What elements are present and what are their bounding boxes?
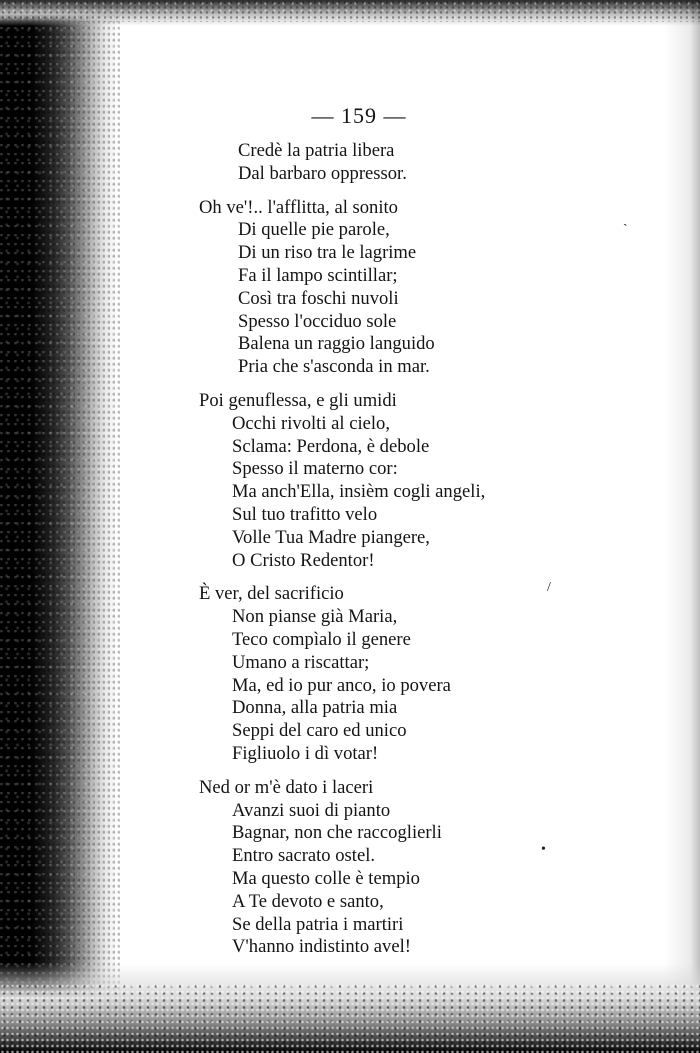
stanza xyxy=(199,583,629,765)
verse-line: V'hanno indistinto avel! xyxy=(232,936,411,958)
verse-line: A Te devoto e santo, xyxy=(232,890,384,912)
verse-line: Ma questo colle è tempio xyxy=(232,867,420,889)
verse-line: Volle Tua Madre piangere, xyxy=(232,526,430,548)
verse-line: Seppi del caro ed unico xyxy=(232,720,407,742)
verse-line: Così tra foschi nuvoli xyxy=(238,287,399,309)
stanza xyxy=(199,140,629,186)
verse-line: Sul tuo trafitto velo xyxy=(232,503,378,525)
verse-line: Di quelle pie parole, xyxy=(238,219,390,241)
verse-line: Avanzi suoi di pianto xyxy=(232,799,391,821)
verse-line: Ma anch'Ella, insièm cogli angeli, xyxy=(232,481,486,503)
verse-line: Spesso l'occiduo sole xyxy=(238,310,397,332)
verse-line: Ma, ed io pur anco, io povera xyxy=(232,674,451,696)
verse-line: Dal barbaro oppressor. xyxy=(238,162,407,184)
scan-speck: • xyxy=(541,842,546,857)
stanza xyxy=(199,390,629,572)
verse-line: Balena un raggio languido xyxy=(238,333,435,355)
bottom-edge-noise xyxy=(0,983,700,1053)
verse-line-first: Oh ve'!.. l'afflitta, al sonito xyxy=(199,196,398,218)
verse-line-first: Poi genuflessa, e gli umidi xyxy=(199,389,397,411)
verse-line-first: È ver, del sacrificio xyxy=(199,583,344,605)
page-number: — 159 — xyxy=(311,103,407,128)
verse-line: O Cristo Redentor! xyxy=(232,549,375,571)
verse-line: Donna, alla patria mia xyxy=(232,697,398,719)
verse-line: Se della patria i martiri xyxy=(232,913,404,935)
right-edge-shadow xyxy=(664,0,700,1053)
verse-line: Spesso il materno cor: xyxy=(232,458,398,480)
verse-line: Credè la patria libera xyxy=(238,140,395,161)
verse-line: Non pianse già Maria, xyxy=(232,606,398,628)
verse-line: Fa il lampo scintillar; xyxy=(238,264,398,286)
stanza xyxy=(199,197,629,379)
verse-line: Umano a riscattar; xyxy=(232,651,370,673)
scan-speck: ˏ xyxy=(623,212,628,227)
verse-line: Di un riso tra le lagrime xyxy=(238,242,417,264)
scan-speck: / xyxy=(547,580,551,595)
verse-line: Occhi rivolti al cielo, xyxy=(232,412,390,434)
verse-line: Figliuolo i dì votar! xyxy=(232,742,379,764)
verse-line-first: Ned or m'è dato i laceri xyxy=(199,776,374,798)
verse-line: Entro sacrato ostel. xyxy=(232,845,376,867)
spine-speckle xyxy=(0,0,120,1053)
verse-line: Sclama: Perdona, è debole xyxy=(232,435,430,457)
stanza xyxy=(199,777,629,959)
verse-line: Pria che s'asconda in mar. xyxy=(238,356,430,378)
poem-body xyxy=(199,140,629,959)
verse-line: Bagnar, non che raccoglierli xyxy=(232,822,442,844)
top-edge-noise xyxy=(0,0,700,22)
verse-line: Teco compìalo il genere xyxy=(232,628,411,650)
